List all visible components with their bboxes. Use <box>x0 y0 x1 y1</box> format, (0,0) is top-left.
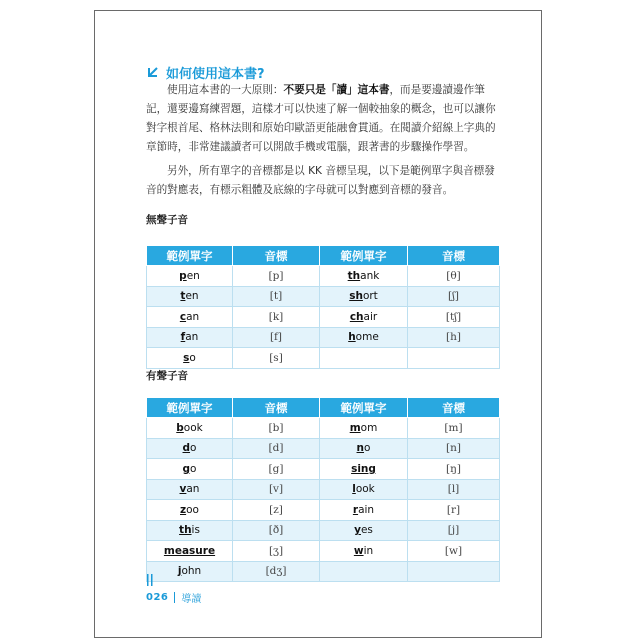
highlighted-letters: g <box>182 462 191 475</box>
example-word <box>147 348 233 369</box>
highlighted-letters: measure <box>163 544 216 557</box>
word-rest: en <box>185 290 199 303</box>
example-word <box>320 479 408 500</box>
table-row <box>147 348 500 369</box>
table-row <box>147 307 500 328</box>
kk-symbol: [ð] <box>233 520 320 541</box>
example-word <box>320 438 408 459</box>
highlighted-letters: f <box>180 331 186 344</box>
intro-bold: 不要只是「讀」這本書 <box>283 84 390 96</box>
word-rest: o <box>190 462 197 475</box>
word-rest: o <box>190 442 197 455</box>
example-word <box>147 327 233 348</box>
example-word <box>147 520 233 541</box>
highlighted-letters: n <box>356 442 365 455</box>
table-row <box>147 286 500 307</box>
kk-symbol: [w] <box>408 541 500 562</box>
kk-symbol: [d] <box>233 438 320 459</box>
kk-symbol: [θ] <box>408 266 500 287</box>
example-word <box>320 541 408 562</box>
word-rest: o <box>364 442 371 455</box>
highlighted-letters: r <box>352 503 359 516</box>
kk-symbol: [t] <box>233 286 320 307</box>
header-example: 範例單字 <box>147 398 233 418</box>
word-rest: is <box>191 524 200 537</box>
highlighted-letters: c <box>179 310 187 323</box>
footer-divider <box>174 592 175 603</box>
word-rest: om <box>360 421 378 434</box>
example-word <box>147 561 233 582</box>
example-word <box>320 307 408 328</box>
header-symbol: 音標 <box>233 398 320 418</box>
kk-symbol: [l] <box>408 479 500 500</box>
highlighted-letters: v <box>179 483 187 496</box>
table-row <box>147 500 500 521</box>
header-example: 範例單字 <box>320 246 408 266</box>
word-rest: es <box>360 524 373 537</box>
intro2-text: 另外，所有單字的音標都是以 KK 音標呈現，以下是範例單字與音標發音的對應表，有標示粗體及底線的字母就可以對應到音標的發音。 <box>146 165 495 196</box>
word-rest: ook <box>183 421 203 434</box>
intro-paragraph <box>146 81 496 157</box>
highlighted-letters: w <box>353 544 364 557</box>
word-rest: ome <box>355 331 379 344</box>
voiceless-table <box>146 245 500 369</box>
kk-symbol: [j] <box>408 520 500 541</box>
kk-symbol: [dʒ] <box>233 561 320 582</box>
word-rest: ort <box>362 290 378 303</box>
example-word <box>320 418 408 439</box>
example-word <box>320 266 408 287</box>
voiceless-title: 無聲子音 <box>146 214 188 226</box>
example-word <box>320 327 408 348</box>
highlighted-letters: b <box>176 421 184 434</box>
highlighted-letters: h <box>348 331 356 344</box>
example-word <box>147 500 233 521</box>
example-word <box>320 561 408 582</box>
highlighted-letters: th <box>347 269 361 282</box>
highlighted-letters: th <box>179 524 192 537</box>
table-header-row <box>147 246 500 266</box>
example-word <box>320 520 408 541</box>
highlighted-letters: p <box>179 269 187 282</box>
kk-symbol: [h] <box>408 327 500 348</box>
table-row <box>147 327 500 348</box>
kk-symbol: [p] <box>233 266 320 287</box>
voiced-table <box>146 397 500 582</box>
highlighted-letters: ch <box>349 310 364 323</box>
kk-symbol: [r] <box>408 500 500 521</box>
word-rest: ain <box>358 503 375 516</box>
table-row <box>147 459 500 480</box>
highlighted-letters: d <box>182 442 191 455</box>
kk-symbol: [s] <box>233 348 320 369</box>
highlighted-letters: y <box>354 524 361 537</box>
table-row <box>147 438 500 459</box>
example-word <box>147 459 233 480</box>
kk-symbol: [z] <box>233 500 320 521</box>
highlighted-letters: j <box>177 565 182 578</box>
highlighted-letters: sh <box>349 290 363 303</box>
bars-icon <box>146 574 154 586</box>
highlighted-letters: z <box>180 503 187 516</box>
kk-symbol: [m] <box>408 418 500 439</box>
kk-symbol: [v] <box>233 479 320 500</box>
header-symbol: 音標 <box>408 398 500 418</box>
example-word <box>320 348 408 369</box>
word-rest: en <box>186 269 200 282</box>
header-symbol: 音標 <box>233 246 320 266</box>
page-footer <box>146 590 201 605</box>
kk-symbol: [b] <box>233 418 320 439</box>
voiced-title: 有聲子音 <box>146 370 188 382</box>
highlighted-letters: s <box>183 351 190 364</box>
word-rest: an <box>186 310 200 323</box>
page-number: 026 <box>146 592 169 603</box>
word-rest: an <box>186 483 200 496</box>
section-heading <box>146 63 265 82</box>
word-rest: in <box>363 544 374 557</box>
highlighted-letters: t <box>180 290 186 303</box>
table-row <box>147 418 500 439</box>
table-header-row <box>147 398 500 418</box>
kk-symbol: [g] <box>233 459 320 480</box>
table-row <box>147 541 500 562</box>
example-word <box>320 459 408 480</box>
word-rest: ook <box>355 483 375 496</box>
kk-symbol: [ʃ] <box>408 286 500 307</box>
highlighted-letters: sing <box>351 462 376 475</box>
example-word <box>320 286 408 307</box>
intro-text-2: ，而是要邊讀邊作筆記，還要邊寫練習題，這樣才可以快速了解一個較抽象的概念，也可以讓你對字根首尾、格林法則和原始印歐語更能融會貫通。在閱讀介紹線上字典的章節時，非常建議讀者可以開啟手機或電腦，跟著書的步驟操作學習。 <box>146 84 496 153</box>
header-example: 範例單字 <box>320 398 408 418</box>
word-rest: oo <box>186 503 199 516</box>
kk-symbol <box>408 561 500 582</box>
kk-symbol: [f] <box>233 327 320 348</box>
example-word <box>147 307 233 328</box>
header-example: 範例單字 <box>147 246 233 266</box>
kk-symbol: [n] <box>408 438 500 459</box>
kk-symbol: [ʒ] <box>233 541 320 562</box>
example-word <box>147 438 233 459</box>
word-rest: air <box>363 310 378 323</box>
word-rest: o <box>189 351 196 364</box>
section-title: 如何使用這本書? <box>166 67 265 82</box>
arrow-corner-icon <box>146 66 160 80</box>
example-word <box>320 500 408 521</box>
table-row <box>147 561 500 582</box>
kk-symbol: [tʃ] <box>408 307 500 328</box>
word-rest: ank <box>360 269 380 282</box>
kk-symbol: [k] <box>233 307 320 328</box>
example-word <box>147 266 233 287</box>
example-word <box>147 479 233 500</box>
table-row <box>147 266 500 287</box>
header-symbol: 音標 <box>408 246 500 266</box>
intro-paragraph-2 <box>146 162 496 200</box>
example-word <box>147 286 233 307</box>
word-rest: an <box>185 331 199 344</box>
chapter-label: 導讀 <box>181 594 202 605</box>
highlighted-letters: m <box>349 421 361 434</box>
kk-symbol <box>408 348 500 369</box>
word-rest: ohn <box>181 565 202 578</box>
kk-symbol: [ŋ] <box>408 459 500 480</box>
table-row <box>147 520 500 541</box>
example-word <box>147 418 233 439</box>
table-row <box>147 479 500 500</box>
highlighted-letters: l <box>352 483 356 496</box>
example-word <box>147 541 233 562</box>
intro-text-1: 使用這本書的一大原則： <box>167 84 284 96</box>
